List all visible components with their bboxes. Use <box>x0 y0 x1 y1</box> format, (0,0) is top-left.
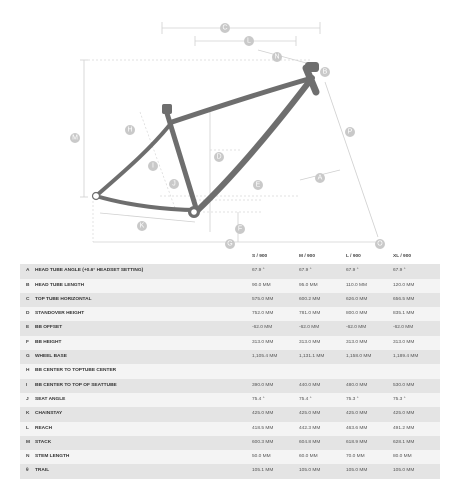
row-value <box>346 364 393 378</box>
table-row <box>20 336 440 350</box>
label-F <box>235 224 245 234</box>
row-value: 1,131.1 MM <box>299 354 325 360</box>
row-measurement-name: HEAD TUBE ANGLE (+0.6° HEADSET SETTING) <box>35 268 144 274</box>
row-value <box>299 364 346 378</box>
row-value: 530.0 MM <box>393 382 415 388</box>
row-value: 425.0 MM <box>393 411 415 417</box>
row-value: 604.8 MM <box>299 439 321 445</box>
table-header-row <box>20 250 440 264</box>
svg-text:N: N <box>274 53 280 61</box>
row-measurement-name: STACK <box>35 439 52 445</box>
label-G <box>225 239 235 249</box>
row-letter: K <box>26 411 30 417</box>
geometry-table <box>20 250 440 479</box>
svg-text:G: G <box>227 240 233 248</box>
row-measurement-name: BB OFFSET <box>35 325 63 331</box>
row-value <box>252 364 299 378</box>
label-K <box>137 221 147 231</box>
row-value: 626.0 MM <box>346 296 368 302</box>
row-value: 781.0 MM <box>299 311 321 317</box>
row-letter: D <box>26 311 30 317</box>
row-value: 442.3 MM <box>299 425 321 431</box>
row-value: 110.0 MM <box>346 282 367 288</box>
svg-text:E: E <box>255 181 261 189</box>
label-H <box>125 125 135 135</box>
svg-text:I: I <box>152 162 154 170</box>
row-letter: M <box>26 439 30 445</box>
row-letter: B <box>26 282 30 288</box>
table-row <box>20 350 440 364</box>
table-row <box>20 307 440 321</box>
table-row <box>20 321 440 335</box>
row-letter: F <box>26 339 29 345</box>
label-M <box>70 133 80 143</box>
row-value: 105.1 MM <box>252 468 274 474</box>
label-P <box>345 127 355 137</box>
row-value: 70.0 MM <box>346 454 365 460</box>
row-measurement-name: BB HEIGHT <box>35 339 62 345</box>
row-letter: G <box>26 354 30 360</box>
row-value: 80.0 MM <box>393 454 412 460</box>
row-letter: θ <box>26 468 29 474</box>
column-header-m: M / 900 <box>299 250 346 264</box>
row-value: 1,189.4 MM <box>393 354 419 360</box>
label-E <box>253 180 263 190</box>
row-measurement-name: SEAT ANGLE <box>35 396 66 402</box>
row-value: 575.0 MM <box>252 296 274 302</box>
row-value: 90.0 MM <box>252 282 271 288</box>
row-measurement-name: CHAINSTAY <box>35 411 63 417</box>
row-value: 1,105.4 MM <box>252 354 278 360</box>
row-value: 418.5 MM <box>252 425 274 431</box>
row-value: 656.5 MM <box>393 296 415 302</box>
row-value: 105.0 MM <box>393 468 415 474</box>
label-D <box>214 152 224 162</box>
row-value: 835.1 MM <box>393 311 415 317</box>
row-value: 67.9 ° <box>393 268 406 274</box>
label-I <box>148 161 158 171</box>
label-N <box>272 52 282 62</box>
row-value: 75.4 ° <box>299 396 312 402</box>
row-value: 313.0 MM <box>346 339 368 345</box>
svg-text:J: J <box>172 180 176 188</box>
header-name <box>35 250 252 264</box>
row-value: 425.0 MM <box>299 411 321 417</box>
row-value: 67.9 ° <box>346 268 359 274</box>
table-row <box>20 407 440 421</box>
svg-text:F: F <box>237 225 243 233</box>
row-value: 50.0 MM <box>252 454 271 460</box>
row-value: 313.0 MM <box>252 339 274 345</box>
row-value: 75.3 ° <box>346 396 359 402</box>
row-value: 75.3 ° <box>393 396 406 402</box>
svg-text:O: O <box>377 240 383 248</box>
row-value: 425.0 MM <box>346 411 368 417</box>
table-row <box>20 364 440 378</box>
row-letter: J <box>26 396 29 402</box>
row-value: 120.0 MM <box>393 282 415 288</box>
row-value: -62.0 MM <box>393 325 414 331</box>
row-letter: L <box>26 425 29 431</box>
row-value: 480.0 MM <box>346 382 368 388</box>
row-value: 313.0 MM <box>393 339 415 345</box>
row-value: 463.6 MM <box>346 425 368 431</box>
row-value: 313.0 MM <box>299 339 321 345</box>
row-letter: H <box>26 368 30 374</box>
label-O <box>375 239 385 249</box>
svg-text:L: L <box>247 37 251 45</box>
table-row <box>20 436 440 450</box>
row-value: 67.9 ° <box>299 268 312 274</box>
svg-text:H: H <box>127 126 133 134</box>
row-measurement-name: WHEEL BASE <box>35 354 67 360</box>
row-letter: I <box>26 382 28 388</box>
row-value: 491.2 MM <box>393 425 415 431</box>
row-measurement-name: STANDOVER HEIGHT <box>35 311 85 317</box>
table-row <box>20 464 440 478</box>
row-value: 600.2 MM <box>299 296 321 302</box>
row-value: 800.0 MM <box>346 311 368 317</box>
row-value: 105.0 MM <box>346 468 368 474</box>
row-letter: E <box>26 325 30 331</box>
row-letter: A <box>26 268 30 274</box>
row-measurement-name: STEM LENGTH <box>35 454 70 460</box>
table-row <box>20 393 440 407</box>
row-value: 67.9 ° <box>252 268 265 274</box>
svg-text:P: P <box>347 128 353 136</box>
svg-text:A: A <box>317 174 323 182</box>
table-row <box>20 450 440 464</box>
row-value: 440.0 MM <box>299 382 321 388</box>
table-row <box>20 279 440 293</box>
table-row <box>20 422 440 436</box>
svg-text:C: C <box>222 24 228 32</box>
row-measurement-name: BB CENTER TO TOP OF SEATTUBE <box>35 382 117 388</box>
row-value: 752.0 MM <box>252 311 274 317</box>
dimension-lines <box>80 22 378 242</box>
row-value: 628.1 MM <box>393 439 415 445</box>
table-row <box>20 264 440 278</box>
row-value: -62.0 MM <box>299 325 320 331</box>
label-B <box>320 67 330 77</box>
label-L <box>244 36 254 46</box>
label-C <box>220 23 230 33</box>
label-A <box>315 173 325 183</box>
header-letter <box>20 250 35 264</box>
row-measurement-name: TRAIL <box>35 468 50 474</box>
frame-drawing <box>93 62 320 218</box>
row-value: 95.0 MM <box>299 282 318 288</box>
row-value: -62.0 MM <box>252 325 273 331</box>
row-value: 60.0 MM <box>299 454 318 460</box>
row-value: 75.4 ° <box>252 396 265 402</box>
row-value: 1,158.0 MM <box>346 354 372 360</box>
label-J <box>169 179 179 189</box>
column-header-l: L / 900 <box>346 250 393 264</box>
row-letter: C <box>26 296 30 302</box>
row-measurement-name: REACH <box>35 425 53 431</box>
row-value: 425.0 MM <box>252 411 274 417</box>
svg-text:D: D <box>216 153 222 161</box>
row-value: 600.3 MM <box>252 439 274 445</box>
row-value: 618.9 MM <box>346 439 368 445</box>
table-body <box>20 264 440 478</box>
svg-text:M: M <box>72 134 78 142</box>
row-value: 390.0 MM <box>252 382 274 388</box>
row-measurement-name: HEAD TUBE LENGTH <box>35 282 85 288</box>
row-measurement-name: TOP TUBE HORIZONTAL <box>35 296 92 302</box>
row-value: -62.0 MM <box>346 325 367 331</box>
row-value <box>393 364 440 378</box>
column-header-s: S / 900 <box>252 250 299 264</box>
row-letter: N <box>26 454 30 460</box>
row-value: 105.0 MM <box>299 468 321 474</box>
column-header-xl: XL / 900 <box>393 250 440 264</box>
row-measurement-name: BB CENTER TO TOPTUBE CENTER <box>35 368 117 374</box>
table-row <box>20 379 440 393</box>
svg-text:B: B <box>322 68 328 76</box>
table-row <box>20 293 440 307</box>
svg-text:K: K <box>139 222 145 230</box>
